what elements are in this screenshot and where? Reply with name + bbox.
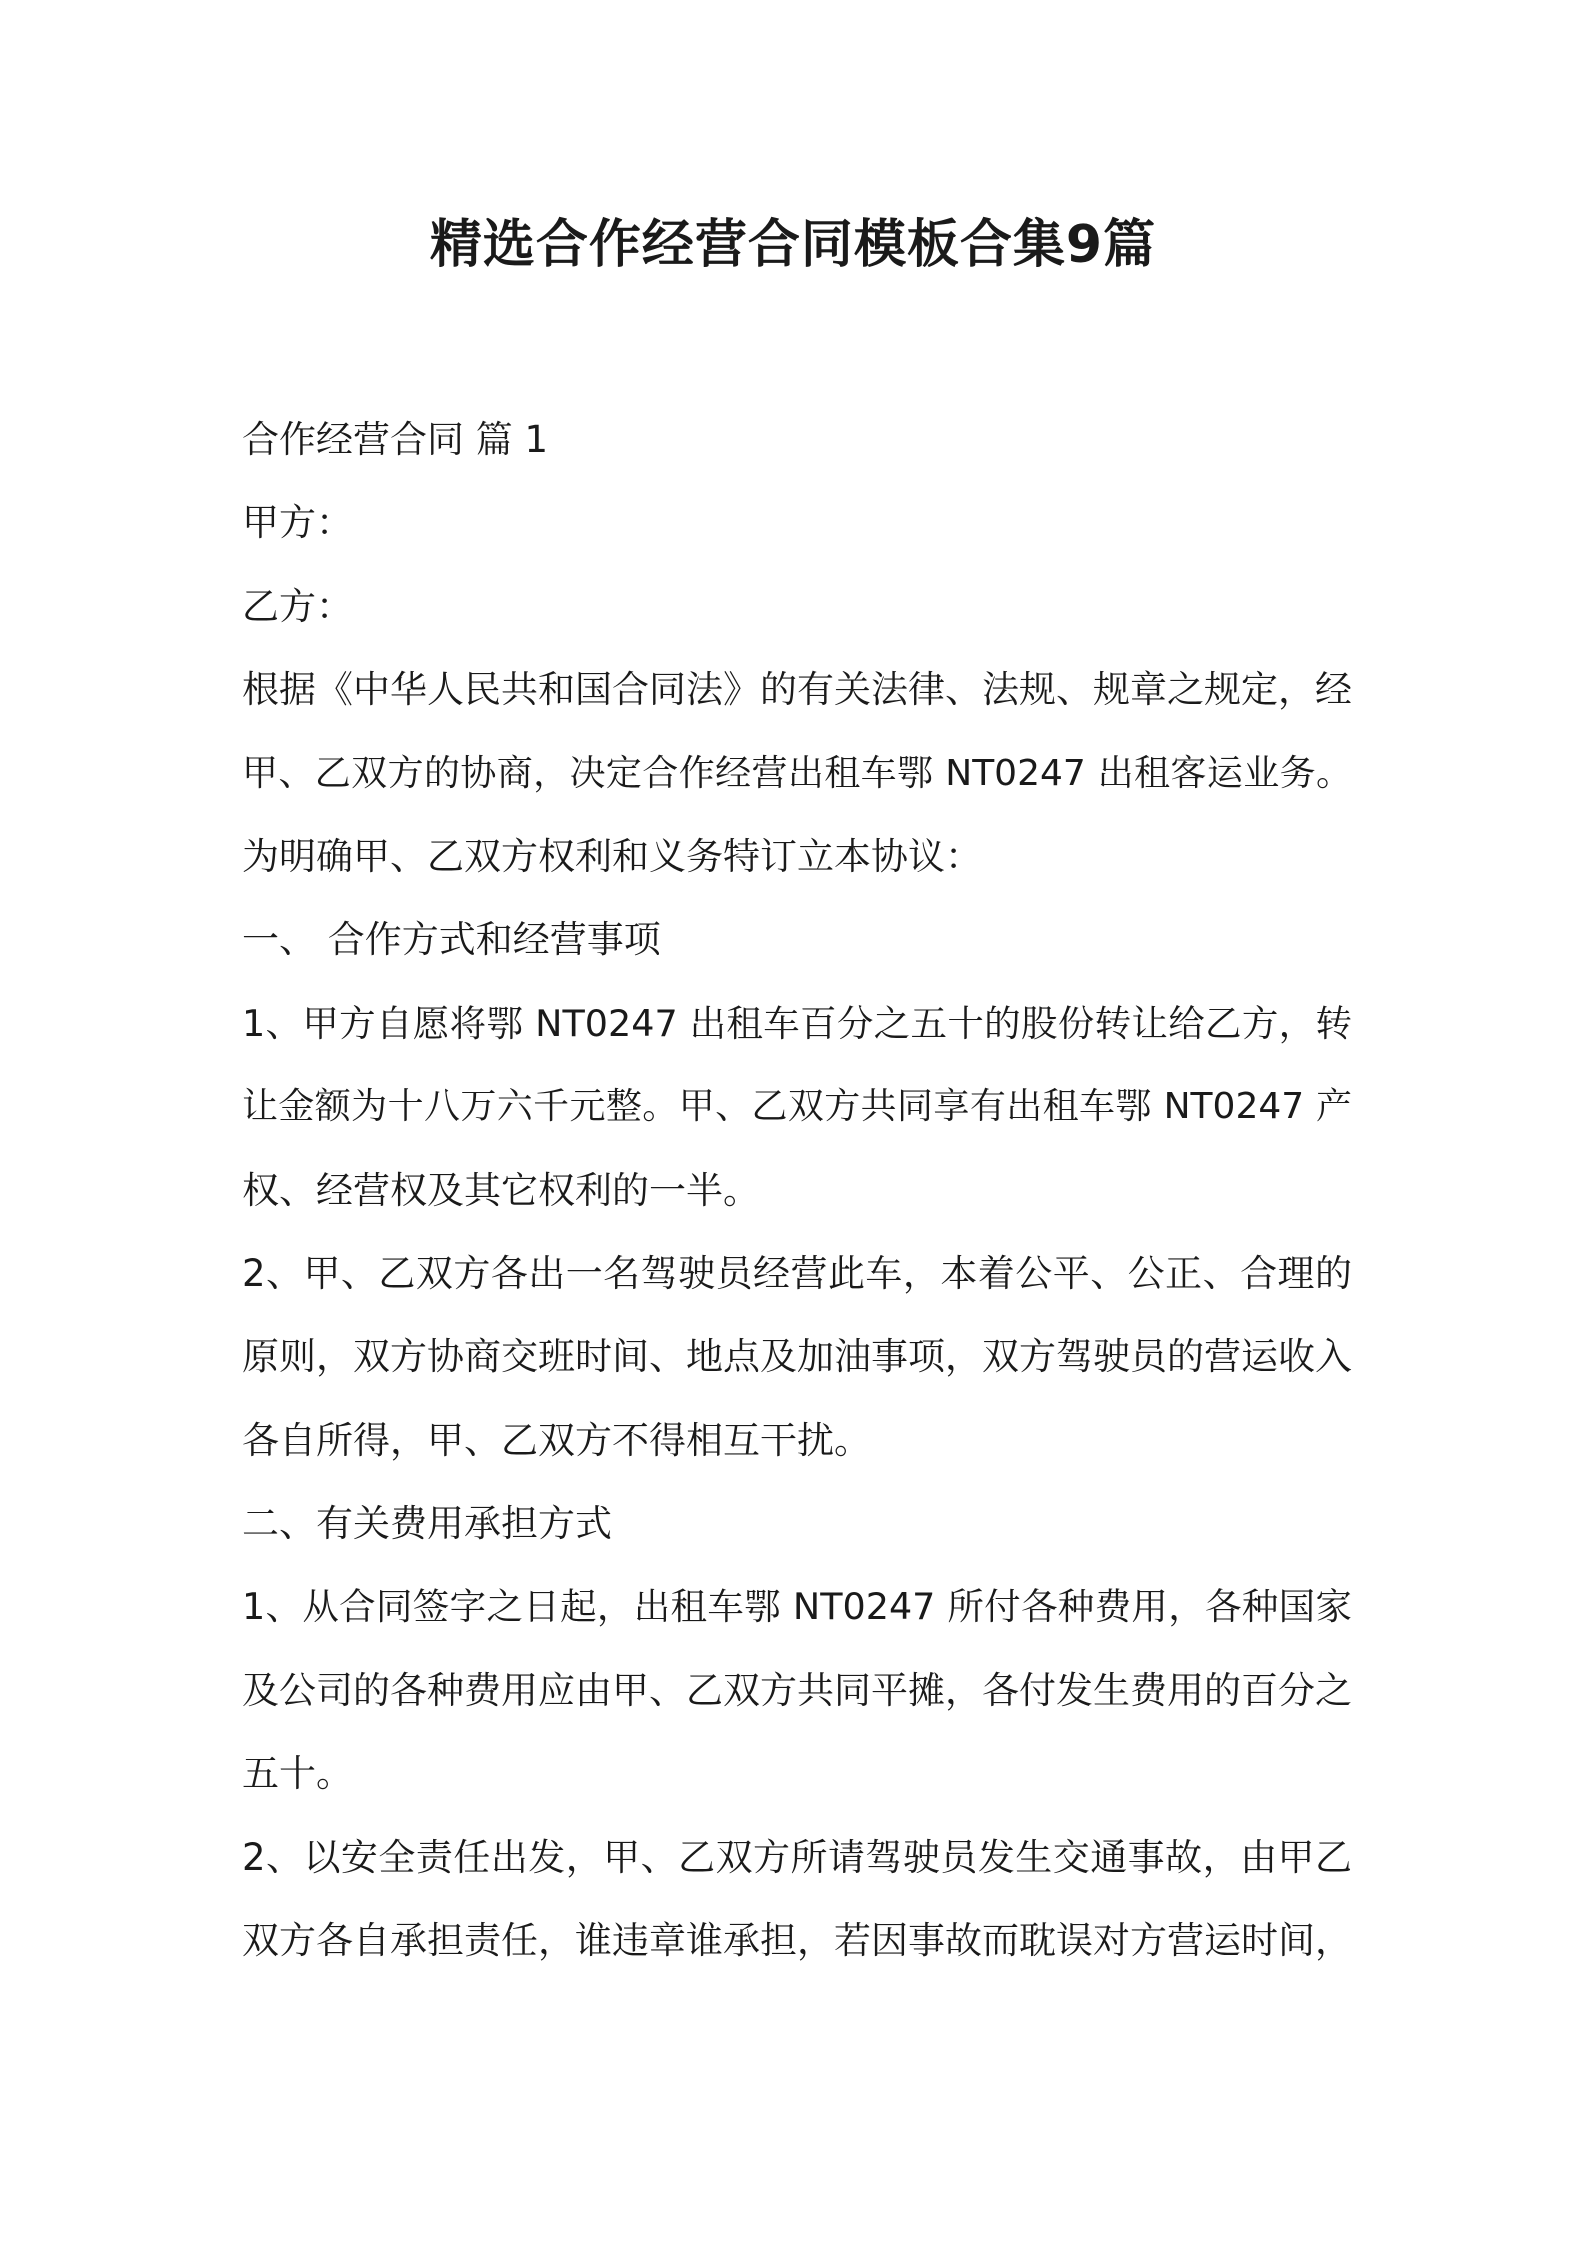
paragraph-line: 二、有关费用承担方式	[242, 1502, 612, 1546]
paragraph-line: 原则，双方协商交班时间、地点及加油事项，双方驾驶员的营运收入	[242, 1335, 1352, 1379]
paragraph-line: 合作经营合同 篇 1	[242, 418, 549, 461]
paragraph-line: 2、以安全责任出发，甲、乙双方所请驾驶员发生交通事故，由甲乙	[242, 1835, 1352, 1879]
paragraph-line: 权、经营权及其它权利的一半。	[242, 1168, 760, 1212]
paragraph-line: 乙方：	[242, 584, 353, 628]
paragraph-line: 甲、乙双方的协商，决定合作经营出租车鄂 NT0247 出租客运业务。	[242, 752, 1352, 794]
document-body	[242, 398, 1352, 1982]
paragraph-line: 各自所得，甲、乙双方不得相互干扰。	[242, 1418, 871, 1462]
document-title: 精选合作经营合同模板合集9篇	[429, 215, 1157, 275]
paragraph-line: 五十。	[242, 1752, 353, 1796]
paragraph-line: 甲方：	[242, 501, 353, 545]
paragraph-line: 2、甲、乙双方各出一名驾驶员经营此车，本着公平、公正、合理的	[242, 1251, 1352, 1295]
paragraph-line: 让金额为十八万六千元整。甲、乙双方共同享有出租车鄂 NT0247 产	[242, 1086, 1352, 1128]
paragraph-line: 1、甲方自愿将鄂 NT0247 出租车百分之五十的股份转让给乙方，转	[242, 1001, 1352, 1045]
paragraph-line: 1、从合同签字之日起，出租车鄂 NT0247 所付各种费用，各种国家	[242, 1585, 1352, 1629]
paragraph-line: 为明确甲、乙双方权利和义务特订立本协议：	[242, 834, 982, 878]
paragraph-line: 及公司的各种费用应由甲、乙双方共同平摊，各付发生费用的百分之	[242, 1668, 1352, 1712]
paragraph-line: 根据《中华人民共和国合同法》的有关法律、法规、规章之规定，经	[242, 668, 1352, 712]
paragraph-line: 一、 合作方式和经营事项	[242, 918, 661, 962]
paragraph-line: 双方各自承担责任，谁违章谁承担，若因事故而耽误对方营运时间，	[242, 1919, 1352, 1963]
